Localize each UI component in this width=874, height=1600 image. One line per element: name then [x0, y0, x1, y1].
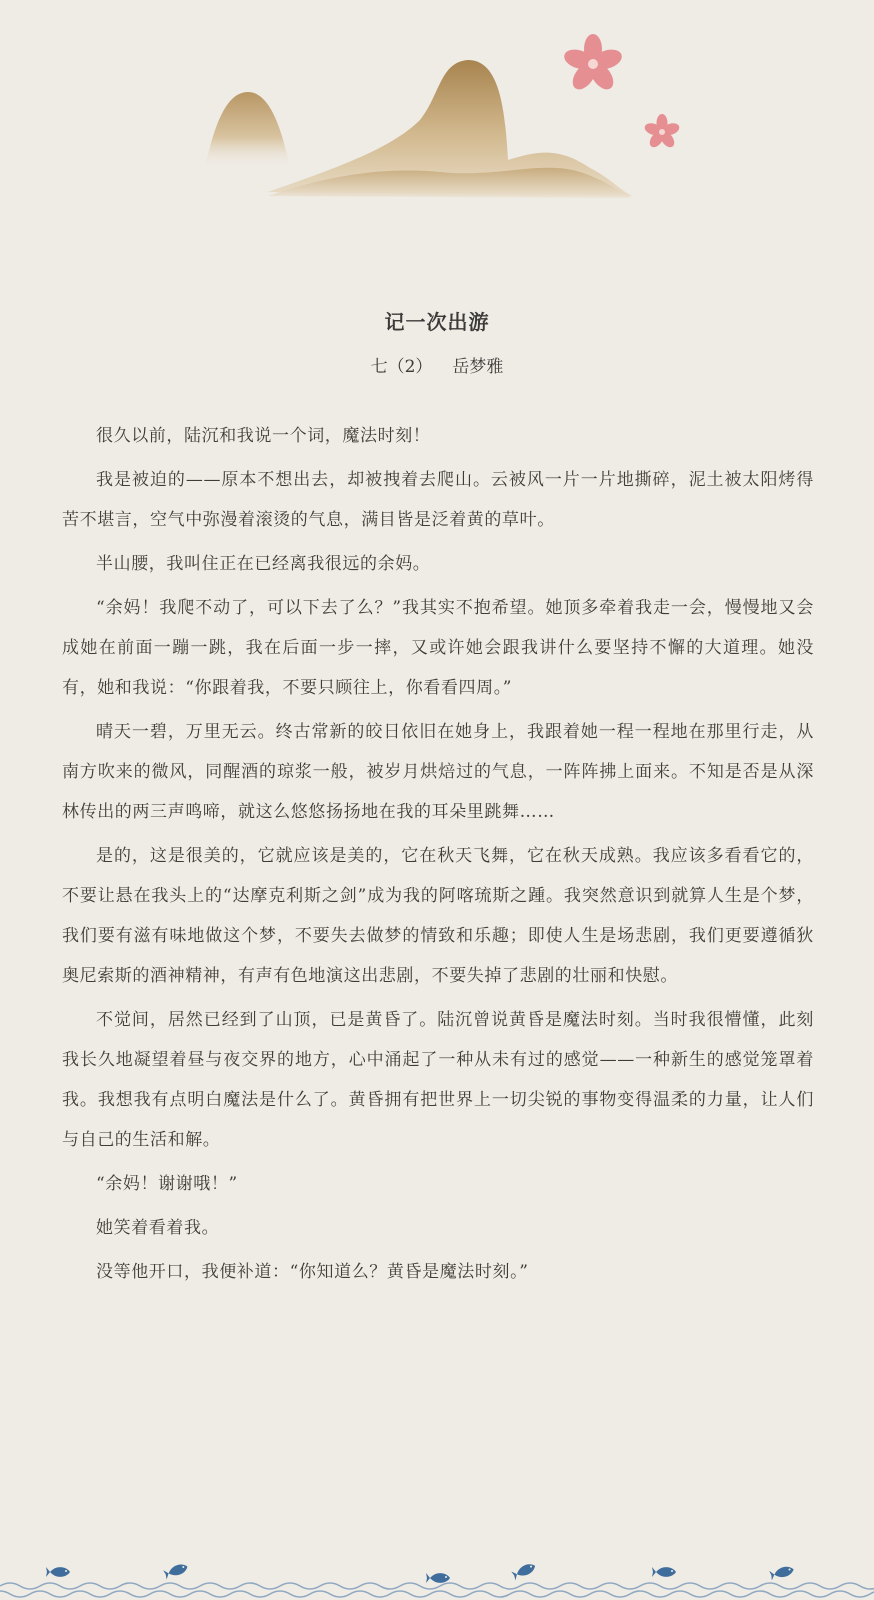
paragraph: 我是被迫的——原本不想出去，却被拽着去爬山。云被风一片一片地撕碎，泥土被太阳烤得苦不堪言，空气中弥漫着滚烫的气息，满目皆是泛着黄的草叶。: [62, 470, 814, 530]
paragraph: 晴天一碧，万里无云。终古常新的皎日依旧在她身上，我跟着她一程一程地在那里行走，从南方吹来的微风，同醒酒的琼浆一般，被岁月烘焙过的气息，一阵阵拂上面来。不知是否是从深林传出的两三声鸣啼，就这么悠悠扬扬地在我的耳朵里跳舞……: [62, 722, 814, 822]
fish-icon: [652, 1567, 676, 1577]
author-class: 七（2）: [370, 357, 433, 377]
left-peak: [205, 92, 290, 168]
paragraph: 没等他开口，我便补道：“你知道么？黄昏是魔法时刻。”: [96, 1262, 529, 1282]
paragraph: “余妈！我爬不动了，可以下去了么？”我其实不抱希望。她顶多牵着我走一会，慢慢地又会成她在前面一蹦一跳，我在后面一步一摔，又或许她会跟我讲什么要坚持不懈的大道理。她没有，她和我说：“你跟着我，不要只顾往上，你看看四周。”: [62, 598, 814, 698]
fish-icon: [511, 1561, 537, 1580]
wave-lines: [0, 1583, 874, 1597]
article-body: [62, 416, 814, 1296]
author-name: 岳梦雅: [452, 357, 504, 377]
paragraph: 是的，这是很美的，它就应该是美的，它在秋天飞舞，它在秋天成熟。我应该多看看它的，不要让悬在我头上的“达摩克利斯之剑”成为我的阿喀琉斯之踵。我突然意识到就算人生是个梦，我们要有滋有味地做这个梦，不要失去做梦的情致和乐趣；即使人生是场悲剧，我们更要遵循狄奥尼索斯的酒神精神，有声有色地演这出悲剧，不要失掉了悲剧的壮丽和快慰。: [62, 846, 814, 986]
paragraph: 很久以前，陆沉和我说一个词，魔法时刻！: [96, 426, 431, 446]
fish-icon: [769, 1565, 795, 1581]
cherry-blossom-icon: [562, 34, 625, 94]
fish-icon: [163, 1562, 189, 1580]
paragraph: “余妈！谢谢哦！”: [96, 1174, 238, 1194]
waves-fish-illustration: [0, 1520, 874, 1600]
byline: [0, 352, 874, 377]
paragraph: 不觉间，居然已经到了山顶，已是黄昏了。陆沉曾说黄昏是魔法时刻。当时我很懵懂，此刻我长久地凝望着昼与夜交界的地方，心中涌起了一种从未有过的感觉——一种新生的感觉笼罩着我。我想我有点明白魔法是什么了。黄昏拥有把世界上一切尖锐的事物变得温柔的力量，让人们与自己的生活和解。: [62, 1010, 814, 1150]
fish-icon: [46, 1567, 70, 1577]
paragraph: 她笑着看着我。: [96, 1218, 220, 1238]
cherry-blossom-small-icon: [643, 114, 681, 150]
paragraph: 半山腰，我叫住正在已经离我很远的余妈。: [96, 554, 431, 574]
fish-icon: [426, 1573, 450, 1583]
mountain-blossom-illustration: [0, 0, 874, 260]
article-title: 记一次出游: [384, 310, 490, 334]
